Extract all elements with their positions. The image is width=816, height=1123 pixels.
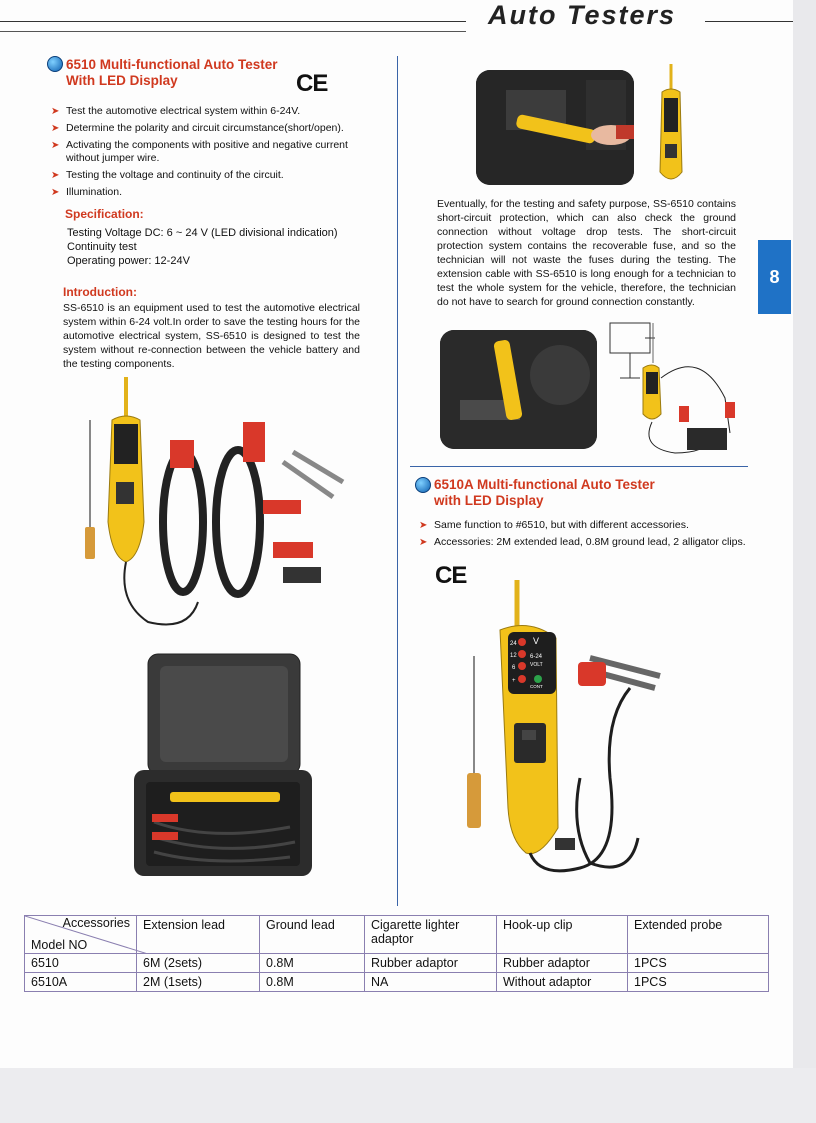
table-cell: 1PCS bbox=[628, 954, 769, 973]
table-cell: 6M (2sets) bbox=[137, 954, 260, 973]
tester-kit-image bbox=[78, 372, 368, 632]
feature-item: ➤ Test the automotive electrical system within 6-24V. bbox=[51, 105, 361, 118]
ce-mark: CE bbox=[296, 70, 328, 97]
led-label: 24 bbox=[510, 641, 517, 647]
led-label: V bbox=[533, 636, 540, 646]
specification-block bbox=[67, 226, 367, 268]
table-cell: 1PCS bbox=[628, 973, 769, 992]
protection-description: Eventually, for the testing and safety purpose, SS-6510 contains short-circuit protection, which can also check the ground connection without voltage drop tests. The short-circuit protection system contains the recoverable fuse, and so the technician will not waste the fuses during the testing. The extension cable with SS-6510 is long enough for a technician to test the whole system for the vehicle, therefore, the technician do not have to search for ground connection constantly. bbox=[437, 198, 736, 308]
product1-feature-list bbox=[51, 105, 361, 203]
table-cell: 2M (1sets) bbox=[137, 973, 260, 992]
table-cell: Without adaptor bbox=[497, 973, 628, 992]
table-header-cell: Cigarette lighter adaptor bbox=[365, 916, 497, 954]
spec-line: Continuity test bbox=[67, 241, 137, 253]
carrying-case-image bbox=[130, 652, 315, 878]
led-label: + bbox=[512, 678, 516, 684]
product1-bullet-icon bbox=[47, 56, 63, 77]
product1-title-line2: With LED Display bbox=[66, 73, 178, 88]
accessories-table bbox=[24, 915, 769, 992]
spec-line: Testing Voltage DC: 6 ~ 24 V (LED divisional indication) bbox=[67, 227, 338, 239]
spec-line: Operating power: 12-24V bbox=[67, 255, 190, 267]
page-bottom-shade bbox=[0, 1068, 816, 1123]
header-rule bbox=[0, 21, 466, 22]
feature-item: ➤ Determine the polarity and circuit circumstance(short/open). bbox=[51, 122, 361, 135]
table-cell: Rubber adaptor bbox=[497, 954, 628, 973]
tester-illumination-image bbox=[654, 62, 688, 186]
circuit-diagram-image bbox=[605, 318, 755, 458]
led-label: VOLT bbox=[530, 662, 543, 668]
feature-item: ➤ Same function to #6510, but with different accessories. bbox=[419, 519, 759, 532]
table-cell: Rubber adaptor bbox=[365, 954, 497, 973]
product1-title bbox=[66, 57, 278, 89]
corner-model-label: Model NO bbox=[31, 938, 88, 952]
header-rule-lower bbox=[0, 31, 466, 32]
ce-mark-2: CE bbox=[435, 562, 467, 589]
model-cell: 6510 bbox=[25, 954, 137, 973]
feature-item: ➤ Testing the voltage and continuity of the circuit. bbox=[51, 169, 361, 182]
product2-bullet-icon bbox=[415, 477, 431, 498]
introduction-heading: Introduction: bbox=[63, 285, 137, 299]
table-header-cell: Ground lead bbox=[260, 916, 365, 954]
led-label: 12 bbox=[510, 653, 517, 659]
engine-bay-photo bbox=[476, 70, 634, 185]
feature-item: ➤ Activating the components with positive and negative current without jumper wire. bbox=[51, 139, 361, 165]
table-row bbox=[25, 954, 769, 973]
feature-item: ➤ Accessories: 2M extended lead, 0.8M ground lead, 2 alligator clips. bbox=[419, 536, 759, 549]
table-corner-cell bbox=[25, 916, 137, 954]
specification-heading: Specification: bbox=[65, 207, 144, 221]
column-divider bbox=[397, 56, 398, 906]
table-cell: NA bbox=[365, 973, 497, 992]
product1-title-line1: 6510 Multi-functional Auto Tester bbox=[66, 57, 278, 72]
table-cell: 0.8M bbox=[260, 973, 365, 992]
led-label: 6-24 bbox=[530, 654, 543, 660]
corner-accessories-label: Accessories bbox=[62, 916, 130, 930]
product2-title-line1: 6510A Multi-functional Auto Tester bbox=[434, 477, 655, 492]
introduction-text: SS-6510 is an equipment used to test the automotive electrical system within 6-24 volt.In order to save the testing hours for the automotive electrical system, SS-6510 is designed to test the system without re-connection between the vehicle battery and the testing components. bbox=[63, 302, 360, 370]
page-edge-shadow bbox=[793, 0, 816, 1123]
table-cell: 0.8M bbox=[260, 954, 365, 973]
table-header-cell: Hook-up clip bbox=[497, 916, 628, 954]
table-header-row bbox=[25, 916, 769, 954]
tester-6510a-image bbox=[460, 578, 675, 890]
feature-item: ➤ Illumination. bbox=[51, 186, 361, 199]
model-cell: 6510A bbox=[25, 973, 137, 992]
page-title: Auto Testers bbox=[488, 0, 677, 30]
table-row bbox=[25, 973, 769, 992]
table-header-cell: Extended probe bbox=[628, 916, 769, 954]
engine-testing-photo bbox=[440, 330, 597, 449]
product2-title-line2: with LED Display bbox=[434, 493, 544, 508]
product2-title bbox=[434, 477, 655, 509]
led-label: CONT bbox=[530, 684, 543, 689]
header-rule-right bbox=[705, 21, 793, 22]
table-header-cell: Extension lead bbox=[137, 916, 260, 954]
led-label: 6 bbox=[512, 665, 516, 671]
section-divider bbox=[410, 466, 748, 467]
product2-feature-list bbox=[419, 519, 759, 553]
page-number-tab: 8 bbox=[758, 240, 791, 314]
